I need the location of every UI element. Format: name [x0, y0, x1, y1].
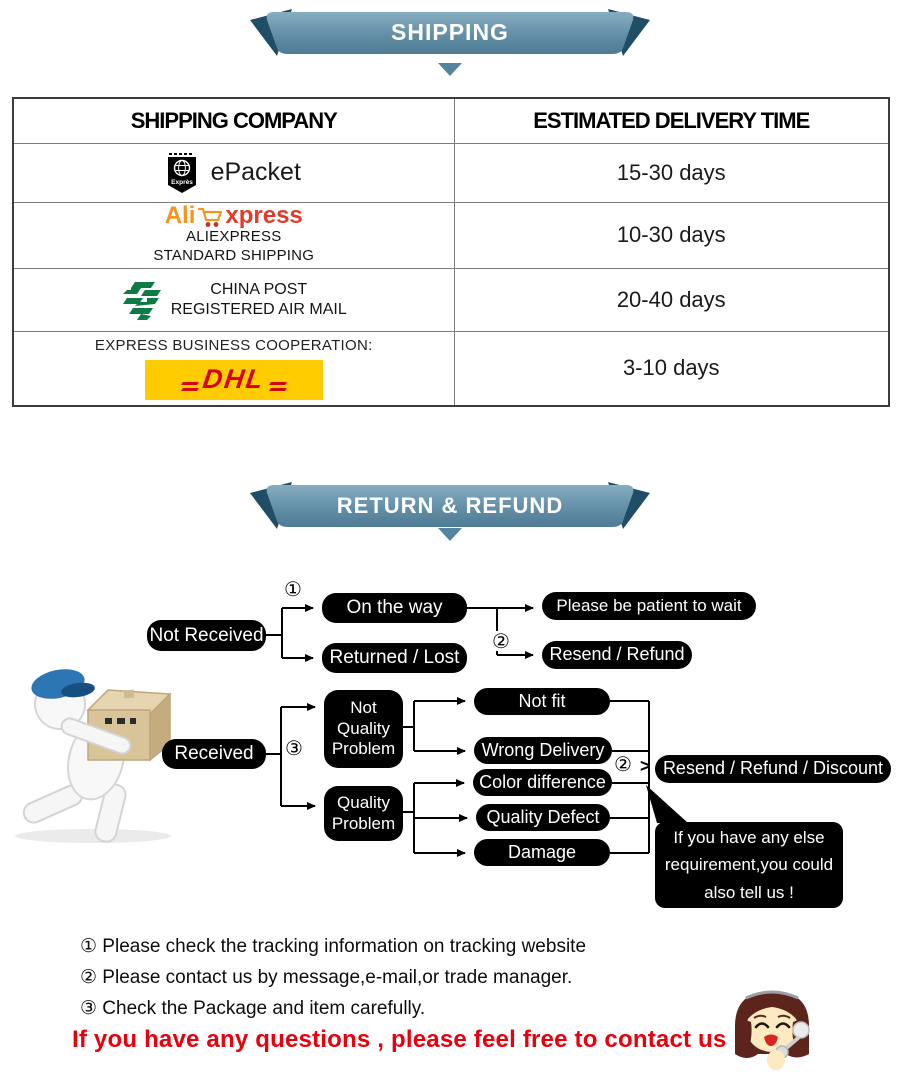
table-row-aliexpress: [13, 202, 889, 268]
bubble-line-3: also tell us !: [704, 882, 794, 902]
shipping-table: [12, 97, 890, 407]
chinapost-name-line2: REGISTERED AIR MAIL: [170, 300, 347, 318]
dhl-logo-text: DHL: [200, 364, 267, 395]
flow-node-not-fit: Not fit: [474, 688, 610, 715]
flow-node-quality-defect: Quality Defect: [476, 804, 610, 831]
table-row-chinapost: [13, 268, 889, 331]
flow-node-on-the-way: On the way: [322, 593, 467, 623]
dhl-stripes-left: [182, 382, 198, 391]
epacket-badge-text: Exprès: [170, 178, 193, 186]
epacket-badge-icon: [167, 153, 197, 193]
chinapost-name-line1: CHINA POST: [210, 280, 308, 298]
circled-number-2b: ②: [614, 752, 632, 776]
shipping-ribbon-banner: [250, 6, 650, 64]
aliexpress-name-line2: STANDARD SHIPPING: [153, 247, 315, 264]
return-refund-banner-title: RETURN & REFUND: [336, 493, 564, 518]
dhl-days: 3-10 days: [454, 331, 889, 406]
circled-number-3: ③: [285, 736, 303, 760]
bubble-line-2: requirement,you could: [664, 855, 834, 875]
header-shipping-company: SHIPPING COMPANY: [13, 98, 454, 143]
dhl-cooperation-label: EXPRESS BUSINESS COOPERATION:: [94, 336, 373, 354]
flow-node-returned-lost: Returned / Lost: [322, 643, 467, 673]
chinapost-days: 20-40 days: [454, 268, 889, 331]
flow-node-wrong-delivery: Wrong Delivery: [474, 737, 612, 764]
flow-node-not-quality-problem: Not Quality Problem: [324, 690, 403, 768]
aliexpress-days: 10-30 days: [454, 202, 889, 268]
circled-number-2: ②: [492, 629, 510, 653]
flow-node-received: Received: [162, 739, 266, 769]
table-header-row: [13, 98, 889, 143]
aliexpress-logo: [14, 204, 454, 228]
flow-node-damage: Damage: [474, 839, 610, 866]
chinapost-emblem-icon: [121, 280, 163, 320]
banner-pointer-triangle-2: [438, 528, 462, 541]
customer-service-girl-icon: [726, 984, 818, 1070]
flow-node-not-received: Not Received: [147, 620, 266, 651]
epacket-label: ePacket: [210, 158, 301, 186]
aliexpress-logo-xpress: xpress: [225, 202, 303, 230]
bubble-line-1: If you have any else: [673, 828, 825, 848]
footnote-1: ① Please check the tracking information on tracking website: [80, 936, 587, 957]
aliexpress-name-line1: ALIEXPRESS: [186, 228, 282, 246]
footnote-2: ② Please contact us by message,e-mail,or trade manager.: [80, 967, 573, 988]
dhl-logo: [145, 360, 323, 400]
shipping-banner-title: SHIPPING: [391, 19, 509, 45]
footnote-3: ③ Check the Package and item carefully.: [80, 998, 426, 1019]
aliexpress-cart-icon: [197, 206, 223, 228]
flow-node-resend-refund: Resend / Refund: [542, 641, 692, 669]
contact-us-message: If you have any questions , please feel free to contact us: [72, 1026, 727, 1053]
speech-bubble: [655, 822, 843, 908]
banner-pointer-triangle: [438, 63, 462, 76]
flow-node-resend-refund-discount: Resend / Refund / Discount: [655, 755, 891, 783]
flow-node-quality-problem: Quality Problem: [324, 786, 403, 841]
epacket-days: 15-30 days: [454, 143, 889, 202]
speech-bubble-tail: [646, 785, 688, 823]
dhl-stripes-right: [270, 382, 286, 391]
circled-number-1: ①: [284, 577, 302, 601]
aliexpress-logo-ali: Ali: [164, 202, 196, 230]
header-delivery-time: ESTIMATED DELIVERY TIME: [454, 98, 889, 143]
table-row-epacket: [13, 143, 889, 202]
gt-arrow-symbol: >: [640, 756, 651, 776]
footnotes: [80, 934, 700, 1027]
flow-node-be-patient: Please be patient to wait: [542, 592, 756, 620]
delivery-figure-illustration: [8, 648, 183, 848]
table-row-dhl: [13, 331, 889, 406]
flow-node-color-difference: Color difference: [473, 769, 612, 796]
